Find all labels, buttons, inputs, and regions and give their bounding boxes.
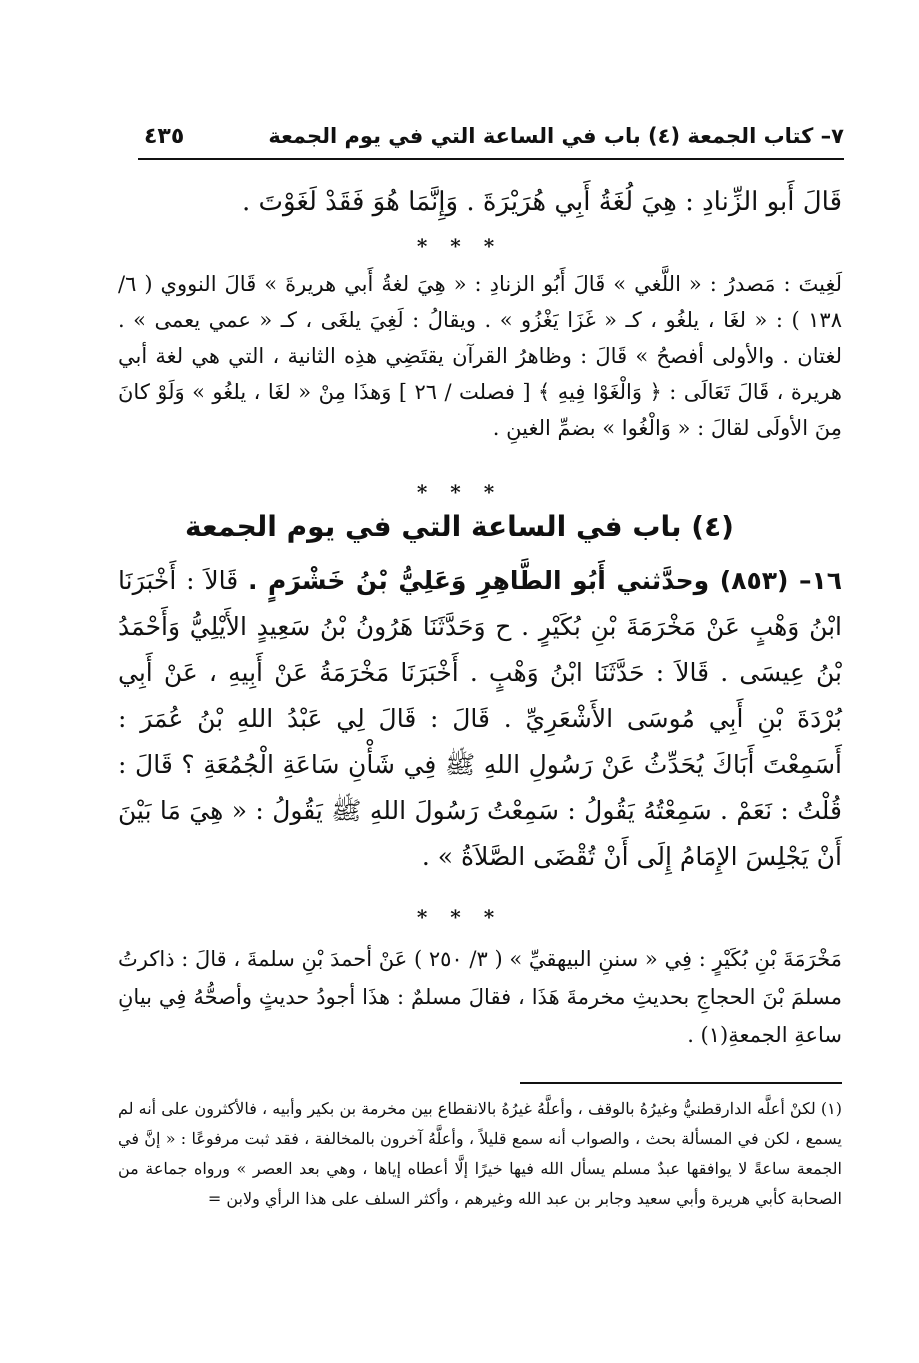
separator-stars: * * * — [416, 905, 503, 929]
footnote: (١) لكنْ أعلَّه الدارقطنيُّ وغيرُهُ بالوقف ، وأعلَّهُ غيرُهُ بالانقطاع بين مخرمة بن بكير وأبيه ، فالأكثرون على أنه لم يسمع ، لكن في المسألة بحث ، والصواب أنه سمع قليلاً ، وأعلَّهُ آخرون بالمخالفة ، فقد ثبت مرفوعًا : « إنَّ في الجمعة ساعةً لا يوافقها عبدٌ مسلم يسأل الله فيها خيرًا إلَّا أعطاه إياها ، وهي بعد العصر » ورواه جماعة من الصحابة كأبي هريرة وأبي سعيد وجابر بن عبد الله وغيرهم ، وأكثر السلف على هذا الرأي ولابن = — [118, 1099, 843, 1208]
chapter-heading: (٤) باب في الساعة التي في يوم الجمعة — [185, 510, 734, 543]
page-header — [138, 118, 844, 160]
running-title: ٧– كتاب الجمعة (٤) باب في الساعة التي في يوم الجمعة — [268, 124, 844, 148]
lexical-note: لَغِيتَ : مَصدرُ : « اللَّغي » قَالَ أَبُو الزنادِ : « هِيَ لغةُ أَبي هريرةَ » قَالَ النووي ( ٦/ ١٣٨ ) : « لغَا ، يلغُو ، كـ « غَزَا يَغْزُو » . ويقالُ : لَغِيَ يلغَى ، كـ « عمي يعمى » . لغتان . والأولى أفصحُ » قَالَ : وظاهرُ القرآن يقتَضِي هذِه الثانية ، التي هي لغة أبي هريرة ، قَالَ تَعَالَى : ﴿ وَالْغَوْا فِيهِ ﴾ [ فصلت / ٢٦ ] وَهذَا مِنْ « لغَا ، يلغُو » وَلَوْ كانَ مِنَ الأولَى لقالَ : « وَالْغُوا » بضمِّ الغينِ . — [118, 272, 843, 440]
hadith-body: قَالاَ : أَخْبَرَنَا ابْنُ وَهْبٍ عَنْ مَخْرَمَةَ بْنِ بُكَيْرٍ . ح وَحَدَّثَنَا هَرُونُ بْنُ سَعِيدٍ الأَيْلِيُّ وَأَحْمَدُ بْنُ عِيسَى . قَالاَ : حَدَّثَنَا ابْنُ وَهْبٍ . أَخْبَرَنَا مَخْرَمَةُ عَنْ أَبِيهِ ، عَنْ أَبِي بُرْدَةَ بْنِ أَبِي مُوسَى الأَشْعَرِيِّ . قَالَ : قَالَ لِي عَبْدُ اللهِ بْنُ عُمَرَ : أَسَمِعْتَ أَبَاكَ يُحَدِّثُ عَنْ رَسُولِ اللهِ ﷺ فِي شَأْنِ سَاعَةِ الْجُمُعَةِ ؟ قَالَ : قُلْتُ : نَعَمْ . سَمِعْتُهُ يَقُولُ : سَمِعْتُ رَسُولَ اللهِ ﷺ يَقُولُ : « هِيَ مَا بَيْنَ أَنْ يَجْلِسَ الإِمَامُ إِلَى أَنْ تُقْضَى الصَّلاَةُ » . — [118, 566, 842, 871]
separator-stars: * * * — [416, 234, 503, 258]
hadith-text — [118, 558, 842, 880]
commentary: مَخْرَمَةَ بْنِ بُكَيْرٍ : فِي « سننِ البيهقيِّ » ( ٣/ ٢٥٠ ) عَنْ أحمدَ بْنِ سلمةَ ، قالَ : ذاكرتُ مسلمَ بْنَ الحجاجِ بحديثِ مخرمةَ هَذَا ، فقالَ مسلمٌ : هذَا أجودُ حديثٍ وأصحُّهُ فِي بيانِ ساعةِ الجمعةِ(١) . — [118, 947, 842, 1047]
footnote-rule — [520, 1082, 842, 1084]
hadith-number: ١٦– (٨٥٣) وحدَّثني أَبُو الطَّاهِرِ وَعَلِيُّ بْنُ خَشْرَمٍ . — [247, 566, 842, 595]
quote-line: قَالَ أَبو الزِّنادِ : هِيَ لُغَةُ أَبِي هُرَيْرَةَ . وَإِنَّمَا هُوَ فَقَدْ لَغَوْتَ . — [242, 187, 842, 217]
header-rule — [138, 158, 844, 160]
separator-stars: * * * — [416, 480, 503, 504]
page-number: ٤٣٥ — [144, 124, 185, 149]
